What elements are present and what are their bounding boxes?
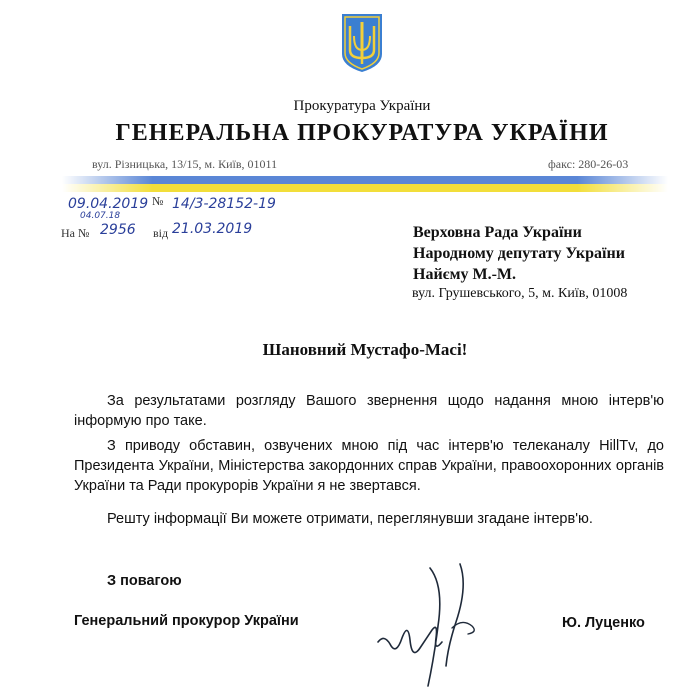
secondary-date: 04.07.18 <box>80 211 121 221</box>
trident-emblem-icon <box>340 12 384 74</box>
outgoing-number: 14/3-28152-19 <box>172 196 276 212</box>
closing-phrase: З повагою <box>107 573 182 589</box>
org-fax: факс: 280-26-03 <box>548 157 629 171</box>
reference-number: 2956 <box>100 222 136 238</box>
recipient-block <box>413 222 625 285</box>
recipient-line-1: Верховна Рада України <box>413 224 582 241</box>
recipient-street: вул. Грушевського, 5, м. Київ, 01008 <box>412 286 628 301</box>
recipient-line-3: Найєму М.-М. <box>413 266 517 283</box>
body-paragraph-3: Решту інформації Ви можете отримати, переглянувши згадане інтерв'ю. <box>107 511 593 527</box>
reference-date-label: від <box>153 226 169 240</box>
flag-band <box>62 176 668 192</box>
body-paragraph-1: За результатами розгляду Вашого звернення щодо надання мною інтерв'ю інформую про таке. <box>74 393 664 429</box>
outgoing-date: 09.04.2019 <box>68 196 149 212</box>
salutation: Шановний Мустафо-Масі! <box>262 340 468 359</box>
reference-number-label: На № <box>61 226 90 240</box>
handwritten-signature-icon <box>372 556 512 690</box>
outgoing-number-label: № <box>152 194 164 208</box>
body-paragraph-2: З приводу обставин, озвучених мною під час інтерв'ю телеканалу HillTv, до Президента України, Міністерства закордонних справ України, правоохоронних органів України та Ради прокурорів України я не звертався. <box>74 438 664 494</box>
recipient-line-2: Народному депутату України <box>413 245 625 262</box>
org-subtitle: Прокуратура України <box>293 98 431 114</box>
signer-name: Ю. Луценко <box>562 615 645 631</box>
signer-title: Генеральний прокурор України <box>74 613 299 629</box>
reference-date: 21.03.2019 <box>172 221 253 237</box>
org-title: ГЕНЕРАЛЬНА ПРОКУРАТУРА УКРАЇНИ <box>115 120 609 146</box>
org-address: вул. Різницька, 13/15, м. Київ, 01011 <box>92 157 278 171</box>
